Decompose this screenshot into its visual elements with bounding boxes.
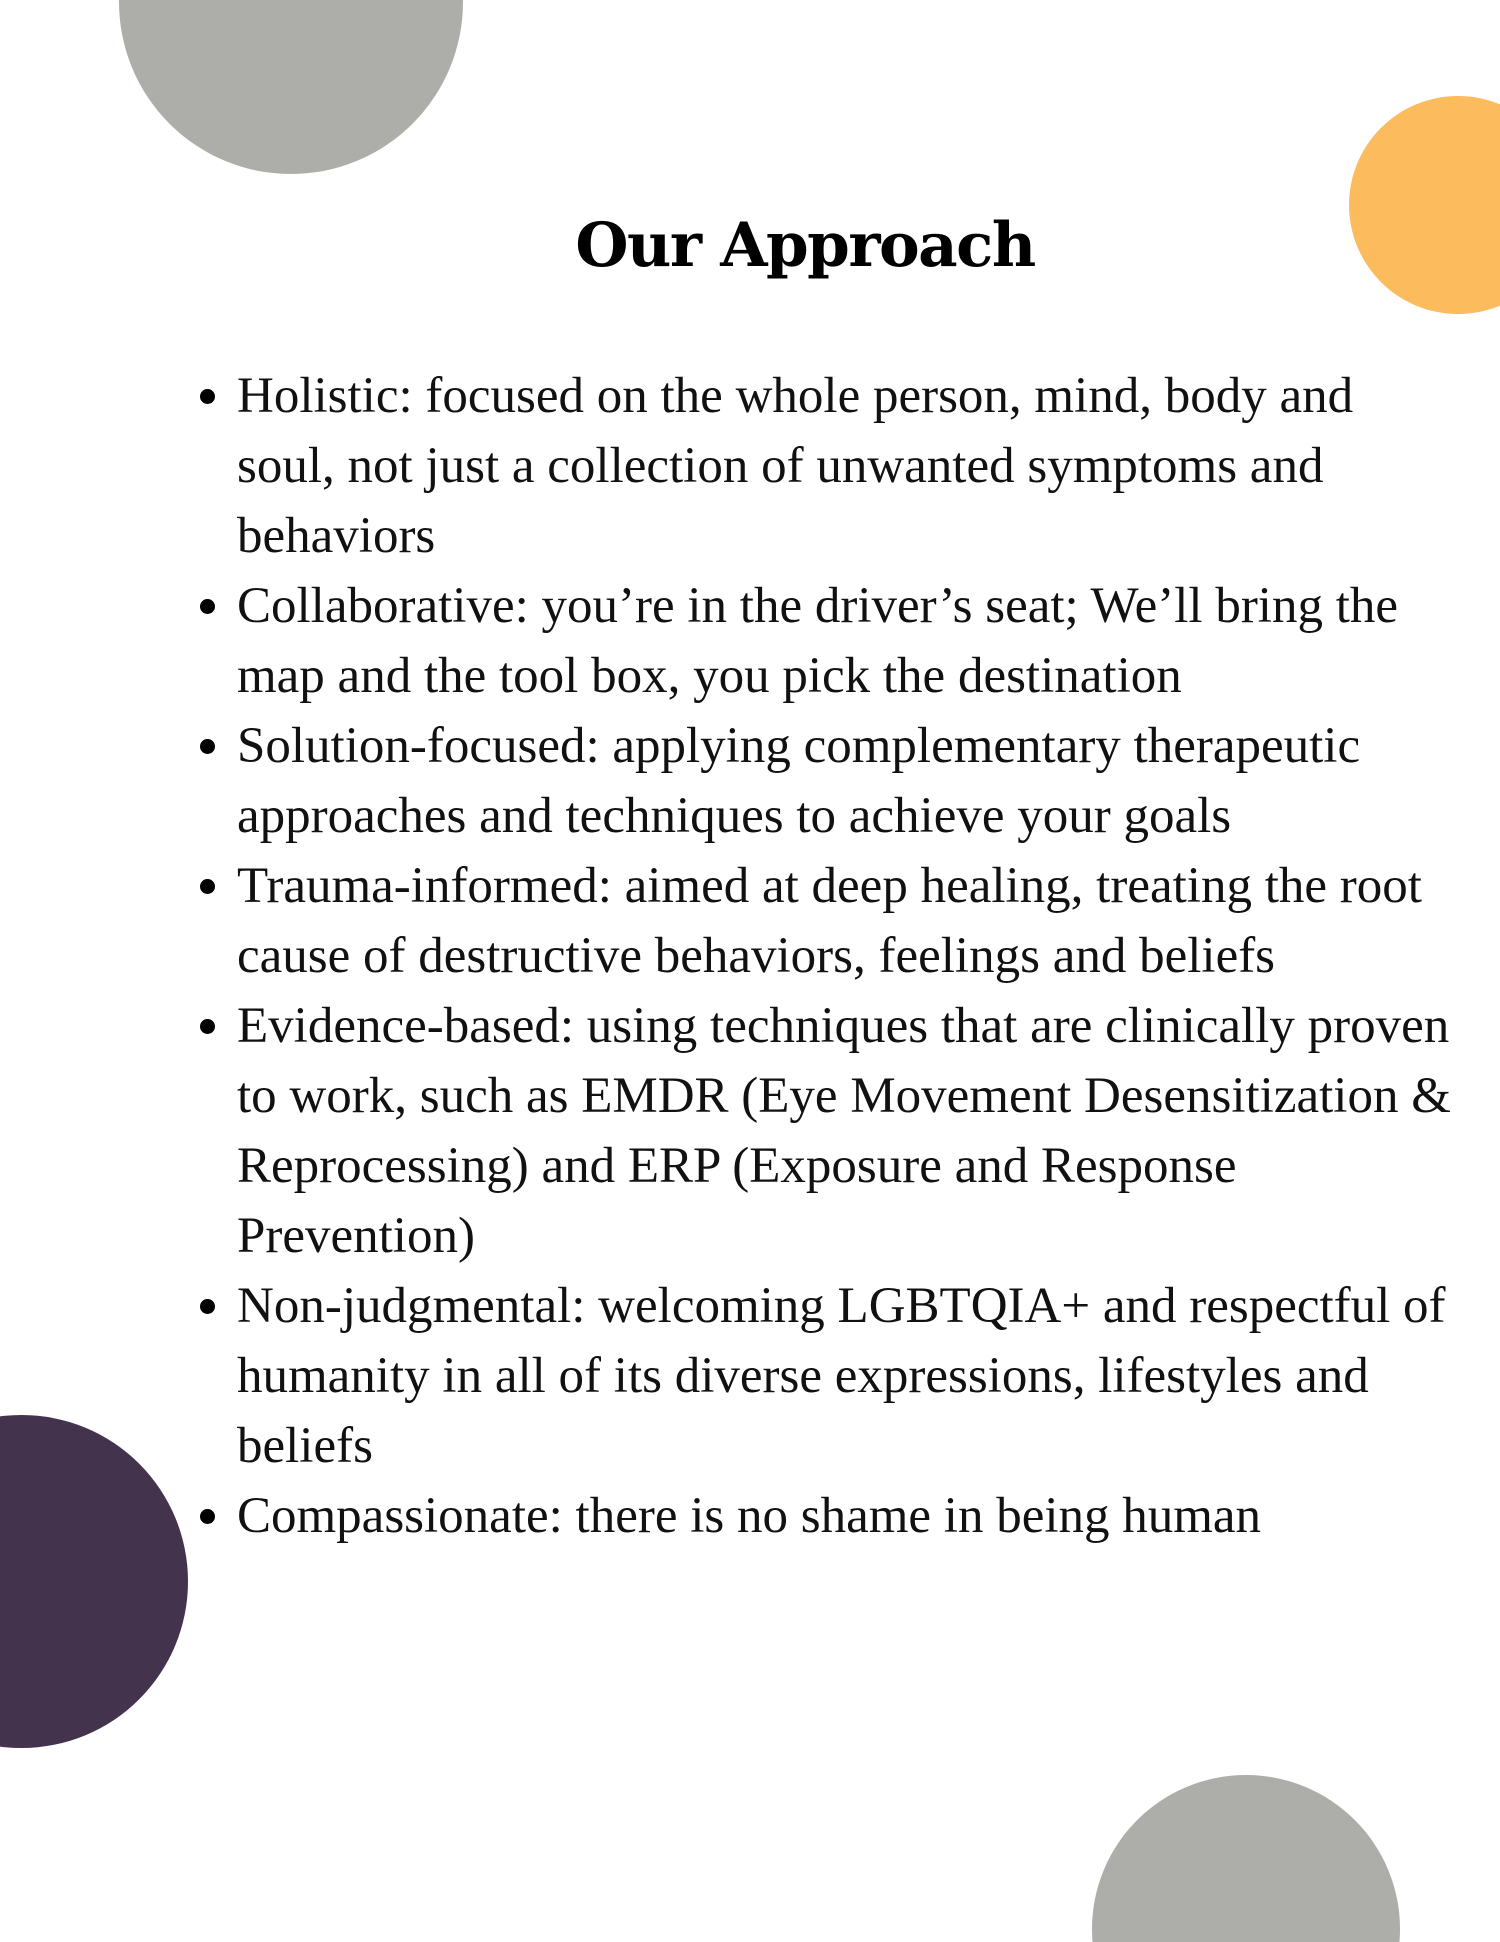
approach-item-text: Non-judgmental: welcoming LGBTQIA+ and respectful of humanity in all of its diverse expressions, lifestyles and beliefs [237, 1278, 1446, 1474]
approach-item-text: Compassionate: there is no shame in being human [237, 1488, 1262, 1544]
bullet-icon [200, 879, 215, 894]
approach-item-text: Collaborative: you’re in the driver’s seat; We’ll bring the map and the tool box, you pick the destination [237, 578, 1399, 704]
approach-item-trauma-informed [237, 851, 1452, 991]
bullet-icon [200, 739, 215, 754]
approach-item-holistic [237, 361, 1452, 571]
decorative-circle-gray-bottom [1092, 1775, 1400, 1942]
bullet-icon [200, 1019, 215, 1034]
approach-item-evidence-based [237, 991, 1452, 1271]
decorative-circle-purple [0, 1415, 188, 1748]
approach-item-text: Holistic: focused on the whole person, mind, body and soul, not just a collection of unwanted symptoms and behaviors [237, 368, 1354, 564]
approach-item-compassionate [237, 1481, 1452, 1551]
decorative-circle-gray-top [119, 0, 463, 174]
approach-item-solution-focused [237, 711, 1452, 851]
bullet-icon [200, 599, 215, 614]
approach-item-text: Solution-focused: applying complementary therapeutic approaches and techniques to achieve your goals [237, 718, 1361, 844]
approach-item-text: Evidence-based: using techniques that are clinically proven to work, such as EMDR (Eye Movement Desensitization & Reprocessing) and ERP (Exposure and Response Prevention) [237, 998, 1451, 1264]
approach-item-collaborative [237, 571, 1452, 711]
approach-item-non-judgmental [237, 1271, 1452, 1481]
approach-list [237, 361, 1452, 1551]
approach-item-text: Trauma-informed: aimed at deep healing, treating the root cause of destructive behaviors, feelings and beliefs [237, 858, 1422, 984]
bullet-icon [200, 389, 215, 404]
page-title: Our Approach [575, 210, 1035, 281]
bullet-icon [200, 1299, 215, 1314]
bullet-icon [200, 1509, 215, 1524]
